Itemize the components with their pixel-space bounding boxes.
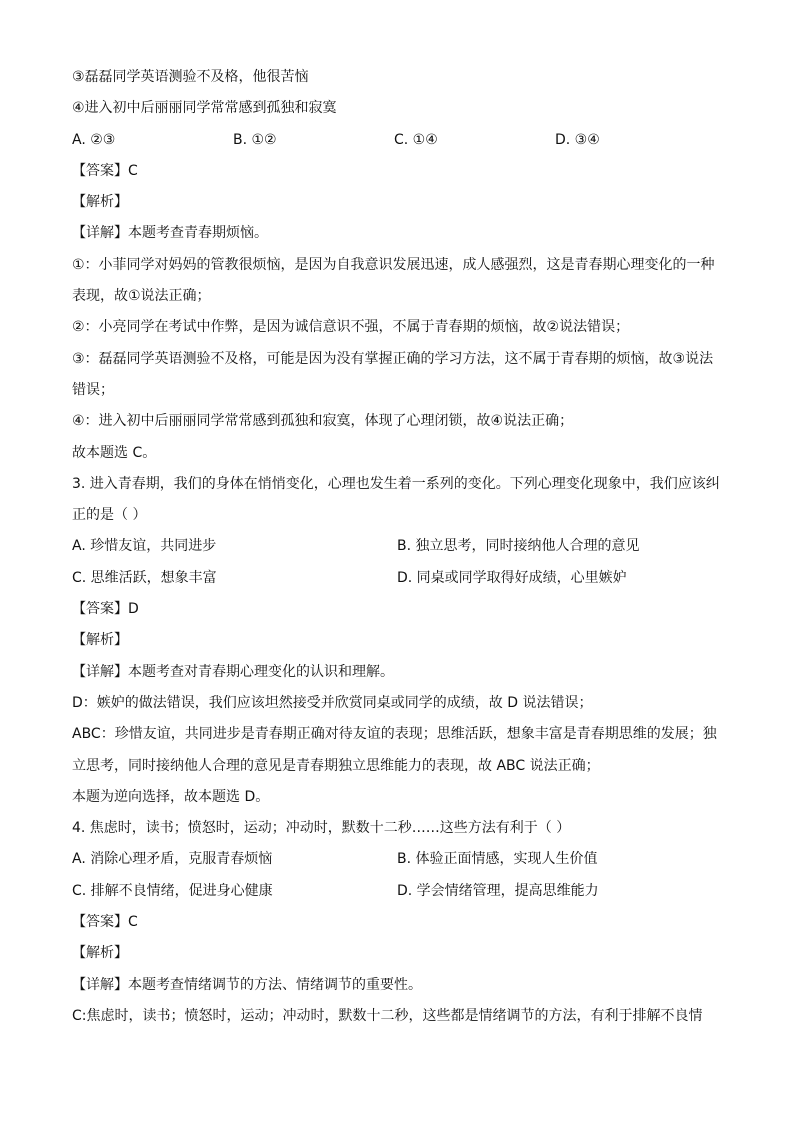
q2-analysis-label: 【解析】 [72,194,128,211]
q4-analysis-label: 【解析】 [72,945,128,962]
q3-body-line: D：嫉妒的做法错误，我们应该坦然接受并欣赏同桌或同学的成绩，故 D 说法错误； [72,694,593,711]
q4-answer: 【答案】C [72,914,138,931]
q4-option-c: C. 排解不良情绪，促进身心健康 [72,882,273,899]
q3-stem-line: 3. 进入青春期，我们的身体在悄悄变化，心理也发生着一系列的变化。下列心理变化现象中，我们应该纠 [72,475,720,492]
option-line: ④进入初中后丽丽同学常常感到孤独和寂寞 [72,100,337,117]
q3-option-d: D. 同桌或同学取得好成绩，心里嫉妒 [397,569,627,586]
q2-option-b: B. ①② [233,131,277,148]
q2-option-a: A. ②③ [72,131,116,148]
option-line: ③磊磊同学英语测验不及格，他很苦恼 [72,69,309,85]
q2-body-line: ②：小亮同学在考试中作弊，是因为诚信意识不强，不属于青春期的烦恼，故②说法错误； [72,319,630,336]
q3-stem-line: 正的是（ ） [72,507,147,524]
q3-options-row-1 [72,531,722,562]
q2-option-c: C. ①④ [394,131,438,148]
q2-answer: 【答案】C [72,162,138,179]
document-page [72,62,722,1032]
q2-body-line: ③：磊磊同学英语测验不及格，可能是因为没有掌握正确的学习方法，这不属于青春期的烦恼，故③说法 [72,350,714,367]
q2-body-line: 故本题选 C。 [72,444,157,461]
q3-analysis-label: 【解析】 [72,632,128,649]
q3-detail: 【详解】本题考查对青春期心理变化的认识和理解。 [72,663,394,680]
q3-option-b: B. 独立思考，同时接纳他人合理的意见 [397,538,640,555]
q2-options [72,125,722,156]
q4-detail: 【详解】本题考查情绪调节的方法、情绪调节的重要性。 [72,976,422,993]
q3-answer: 【答案】D [72,601,139,618]
q3-options-row-2 [72,563,722,594]
q2-body-line: 错误； [72,381,114,398]
q4-option-b: B. 体验正面情感，实现人生价值 [397,851,598,868]
q3-option-c: C. 思维活跃，想象丰富 [72,569,217,586]
q2-detail: 【详解】本题考查青春期烦恼。 [72,225,268,242]
q2-option-d: D. ③④ [555,131,600,148]
q2-body-line: ①：小菲同学对妈妈的管教很烦恼，是因为自我意识发展迅速，成人感强烈，这是青春期心理变化的一种 [72,256,715,273]
q3-body-line: 本题为逆向选择，故本题选 D。 [72,788,270,805]
q2-body-line: 表现，故①说法正确； [72,288,211,305]
q3-body-line: ABC：珍惜友谊，共同进步是青春期正确对待友谊的表现；思维活跃，想象丰富是青春期思维的发展；独 [72,726,717,743]
q4-stem: 4. 焦虑时，读书；愤怒时，运动；冲动时，默数十二秒……这些方法有利于（ ） [72,820,571,837]
q3-option-a: A. 珍惜友谊，共同进步 [72,538,217,555]
q3-body-line: 立思考，同时接纳他人合理的意见是青春期独立思维能力的表现，故 ABC 说法正确； [72,757,600,774]
q4-option-d: D. 学会情绪管理，提高思维能力 [397,882,599,899]
q4-option-a: A. 消除心理矛盾，克服青春烦恼 [72,851,273,868]
q4-options-row-1 [72,844,722,875]
q2-body-line: ④：进入初中后丽丽同学常常感到孤独和寂寞，体现了心理闭锁，故④说法正确； [72,413,574,430]
q4-body-line: C:焦虑时，读书；愤怒时，运动；冲动时，默数十二秒，这些都是情绪调节的方法，有利于排解不良情 [72,1007,703,1024]
q4-options-row-2 [72,876,722,907]
